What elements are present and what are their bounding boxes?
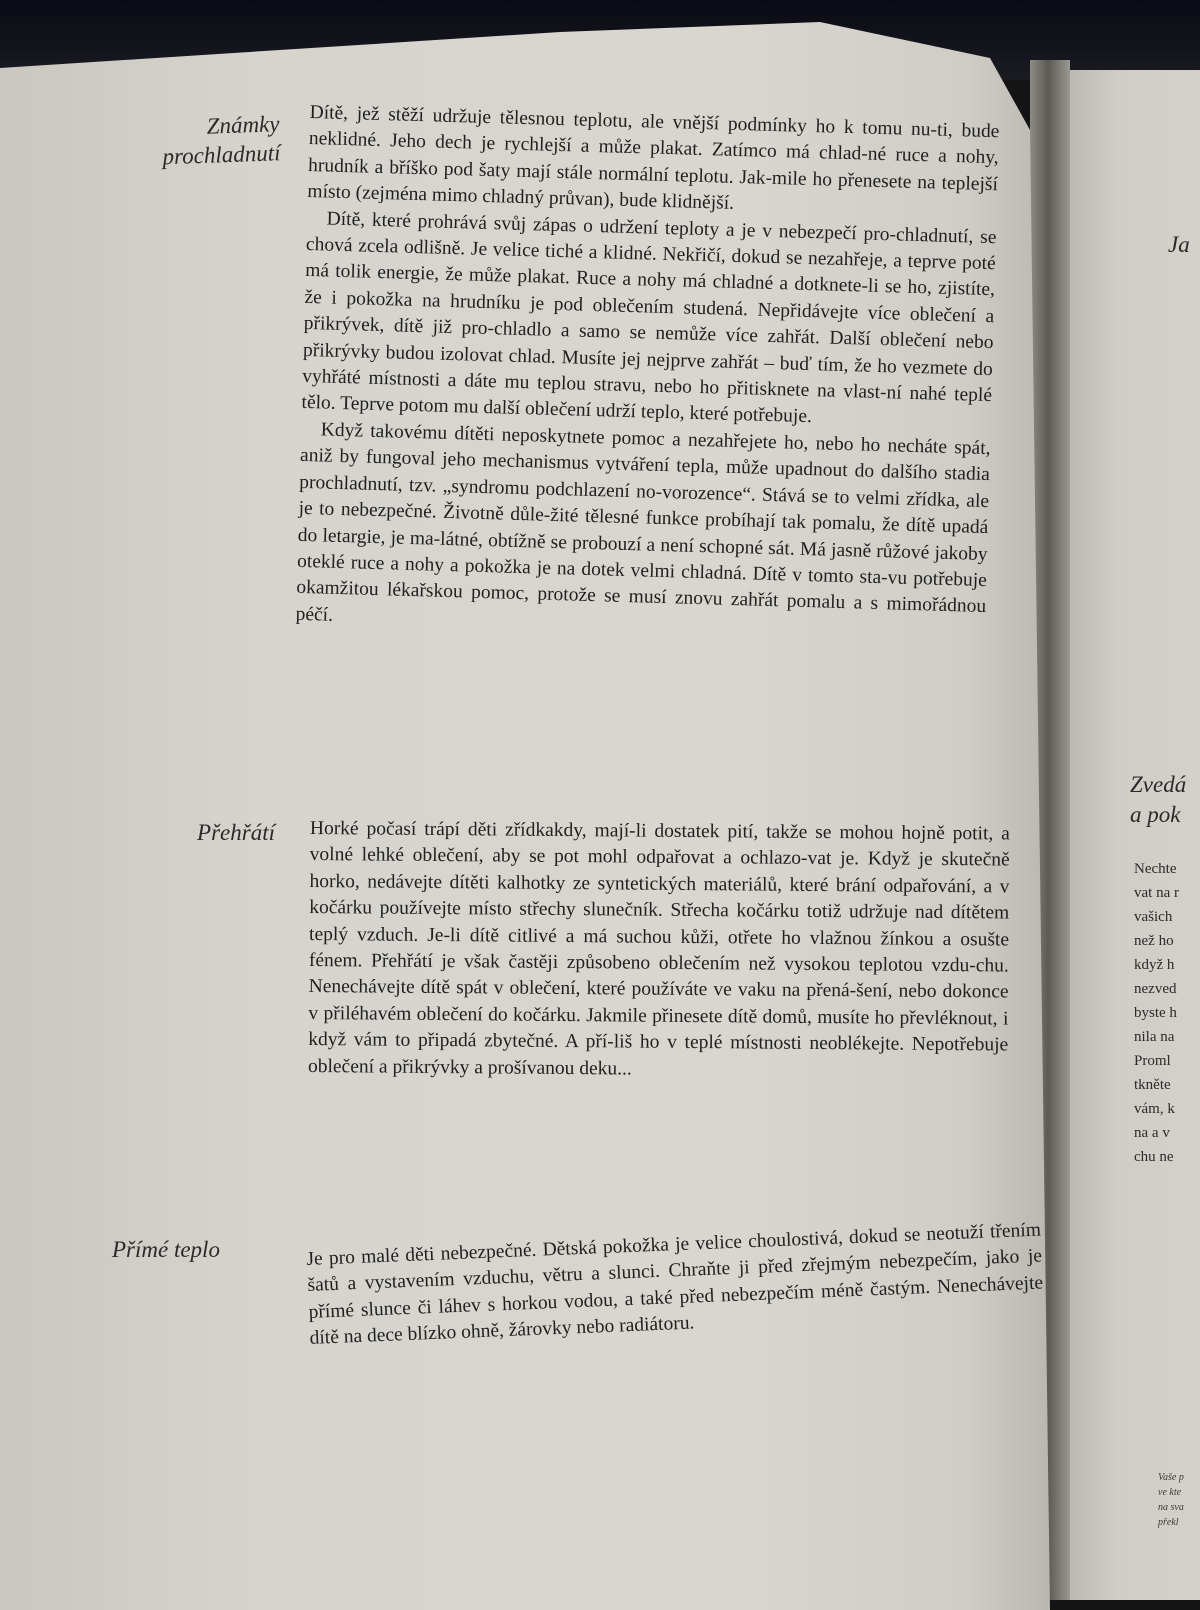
text-line: tkněte (1134, 1077, 1171, 1093)
heading-line: Přímé teplo (112, 1237, 220, 1262)
text-line: na a v (1134, 1125, 1170, 1141)
heading-line: prochladnutí (162, 140, 281, 170)
text-line: Proml (1134, 1053, 1171, 1069)
paragraph: Dítě, jež stěží udržuje tělesnou teplotu, ale vnější podmínky ho k tomu nu-ti, bude neklidné. Jeho dech je rychlejší a může plakat. Zatímco má chlad-né ruce a nohy, hrudník a bříško pod šaty mají stále normální teplotu. Jak-mile ho přenesete na teplejší místo (zejména mimo chladný průvan), bude klidnější. (307, 101, 1000, 215)
text-line: když h (1134, 957, 1175, 973)
heading-prime-teplo (112, 1235, 270, 1264)
heading-line: Zvedá (1130, 772, 1187, 797)
paragraph: Je pro malé děti nebezpečné. Dětská pokožka je velice choulostivá, dokud se neotuží třením šatů a vystavením vzduchu, větru a slunci. Chraňte ji před zřejmým nebezpečím, jako je přímé slunce či láhev s horkou vodou, a také před nebezpečím méně častým. Nenechávejte dítě na dece blízko ohně, žárovky nebo radiátoru. (306, 1219, 1044, 1350)
caption-line: ve kte (1158, 1487, 1182, 1498)
caption-line: na sva (1158, 1502, 1184, 1513)
heading-line: a pok (1130, 802, 1181, 827)
text-line: nezved (1134, 981, 1177, 997)
text-line: vat na r (1134, 885, 1179, 901)
section-prehrati-text (308, 816, 1010, 1086)
text-line: než ho (1134, 933, 1174, 949)
right-page-text (1134, 857, 1179, 1169)
right-page-top-fragment: Ja (1168, 232, 1190, 257)
heading-znamky-prochladnuti (119, 109, 281, 173)
heading-line: Známky (206, 111, 280, 139)
paragraph: Když takovému dítěti neposkytnete pomoc a nezahřejete ho, nebo ho necháte spát, aniž by fungoval jeho mechanismus vytváření tepla, může upadnout do dalšího stadia prochladnutí, tzv. „syndromu podchlazení no-vorozence“. Stává se to velmi zřídka, ale je to nebezpečné. Životně důle-žité tělesné funkce probíhají tak pomalu, že dítě upadá do letargie, je ma-látné, obtížně se probouzí a není schopné sát. Má jasně růžové jakoby oteklé ruce a nohy a pokožka je na dotek velmi chladná. Dítě v tomto sta-vu potřebuje okamžitou lékařskou pomoc, protože se musí znovu zahřát pomalu a s mimořádnou péčí. (295, 419, 991, 626)
section-znamky-prochladnuti-text (295, 100, 999, 647)
right-page-caption (1158, 1470, 1184, 1530)
text-line: vám, k (1134, 1101, 1175, 1117)
caption-line: Vaše p (1158, 1472, 1184, 1483)
heading-prehrati (120, 818, 275, 847)
text-line: Nechte (1134, 861, 1177, 877)
heading-line: Přehřátí (197, 820, 275, 845)
paragraph: Horké počasí trápí děti zřídkakdy, mají-li dostatek pití, takže se mohou hojně potit, a volné lehké oblečení, aby se pot mohl odpařovat a ochlazo-vat je. Když je skutečně horko, nedávejte dítěti kalhotky ze syntetických materiálů, které brání odpařování, a v kočárku používejte místo střechy slunečník. Střecha kočárku totiž udržuje nad dítětem teplý vzduch. Je-li dítě citlivé a má suchou kůži, otřete ho vlažnou žínkou a osušte fénem. Přehřátí je však častěji způsobeno oblečením než vysokou teplotou vzdu-chu. Nenechávejte dítě spát v oblečení, které používáte ve vaku na přená-šení, nebo dokonce v přiléhavém oblečení do kočárku. Jakmile přinesete dítě domů, musíte ho převléknout, i když vám to připadá zbytečné. A pří-liš ho v teplé místnosti neoblékejte. Nepotřebuje oblečení a přikrývky a prošívanou deku... (307, 817, 1010, 1080)
text-line: byste h (1134, 1005, 1177, 1021)
right-page-heading (1130, 770, 1186, 830)
text-line: vašich (1134, 909, 1173, 925)
paragraph: Dítě, které prohrává svůj zápas o udržení teploty a je v nebezpečí pro-chladnutí, se chová zcela odlišně. Je velice tiché a klidné. Nekřičí, dokud se nezahřeje, a teprve poté má tolik energie, že může plakat. Ruce a nohy má chladné a dotknete-li se ho, zjistíte, že i pokožka na hrudníku je pod oblečením studená. Nepřidávejte více oblečení a přikrývek, dítě již pro-chladlo a samo se nemůže více zahřát. Další oblečení nebo přikrývky budou izolovat chlad. Musíte jej nejprve zahřát – buď tím, že ho vezmete do vyhřáté místnosti a dáte mu teplou stravu, nebo ho přitisknete na vlast-ní nahé teplé tělo. Teprve potom mu další oblečení udrží teplo, které potřebuje. (301, 208, 997, 428)
right-page (1062, 70, 1200, 1600)
text-line: chu ne (1134, 1149, 1174, 1165)
caption-line: překl (1158, 1517, 1179, 1528)
text-line: nila na (1134, 1029, 1175, 1045)
